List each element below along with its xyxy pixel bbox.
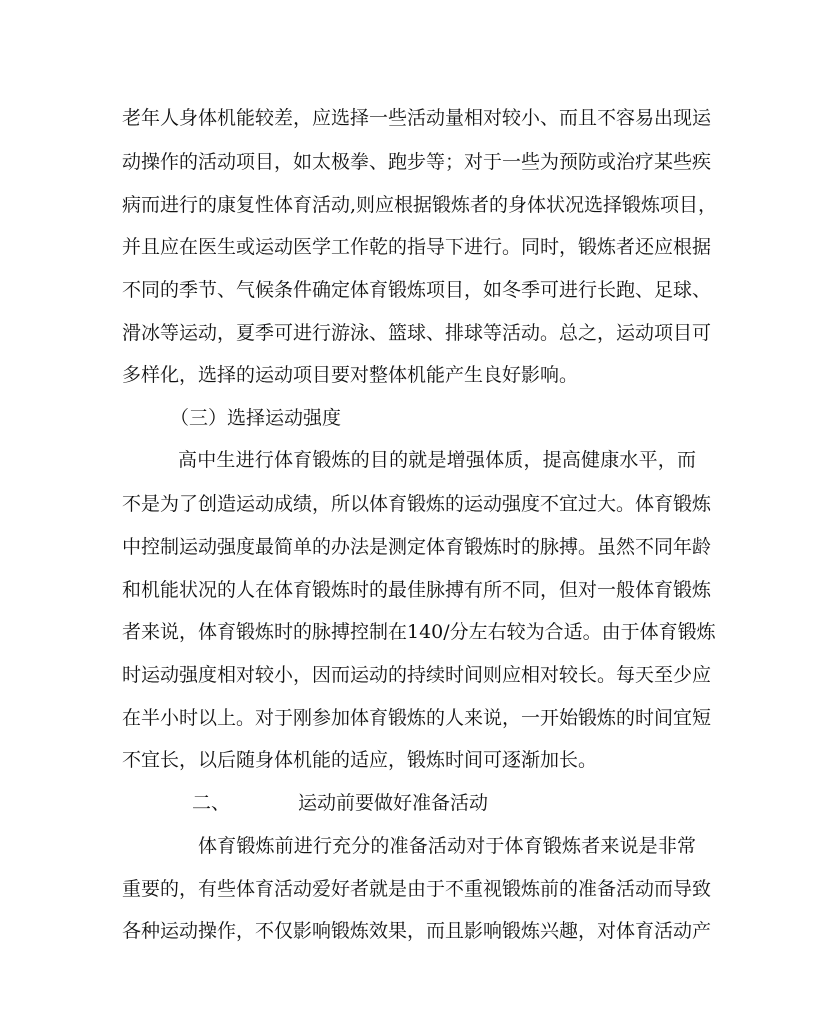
paragraph-line-12: 和机能状况的人在体育锻炼时的最佳脉搏有所不同，但对一般体育锻炼 — [122, 579, 712, 601]
heading-title: 运动前要做好准备活动 — [298, 792, 489, 814]
paragraph-line-7: 多样化，选择的运动项目要对整体机能产生良好影响。 — [122, 364, 579, 386]
paragraph-line-14: 时运动强度相对较小，因而运动的持续时间则应相对较长。每天至少应 — [122, 664, 712, 686]
section-heading: （三）选择运动强度 — [170, 407, 342, 429]
paragraph-line-11: 中控制运动强度最简单的办法是测定体育锻炼时的脉搏。虽然不同年龄 — [122, 536, 712, 558]
paragraph-line-16: 不宜长，以后随身体机能的适应，锻炼时间可逐渐加长。 — [122, 749, 598, 771]
paragraph-line-18: 重要的，有些体育活动爱好者就是由于不重视锻炼前的准备活动而导致 — [122, 878, 712, 900]
paragraph-line-2: 动操作的活动项目，如太极拳、跑步等；对于一些为预防或治疗某些疾 — [122, 151, 712, 173]
paragraph-line-13: 者来说，体育锻炼时的脉搏控制在140/分左右较为合适。由于体育锻炼 — [122, 621, 716, 643]
paragraph-line-6: 滑冰等运动，夏季可进行游泳、篮球、排球等活动。总之，运动项目可 — [122, 322, 712, 344]
paragraph-line-15: 在半小时以上。对于刚参加体育锻炼的人来说，一开始锻炼的时间宜短 — [122, 707, 712, 729]
paragraph-line-9: 高中生进行体育锻炼的目的就是增强体质，提高健康水平，而 — [178, 449, 696, 471]
paragraph-line-19: 各种运动操作，不仅影响锻炼效果，而且影响锻炼兴趣，对体育活动产 — [122, 920, 712, 942]
paragraph-line-4: 并且应在医生或运动医学工作乾的指导下进行。同时，锻炼者还应根据 — [122, 236, 712, 258]
paragraph-line-1: 老年人身体机能较差，应选择一些活动量相对较小、而且不容易出现运 — [122, 107, 712, 129]
paragraph-line-17: 体育锻炼前进行充分的准备活动对于体育锻炼者来说是非常 — [198, 835, 696, 857]
paragraph-line-5: 不同的季节、气候条件确定体育锻炼项目，如冬季可进行长跑、足球、 — [122, 279, 712, 301]
heading-number: 二、 — [192, 792, 231, 814]
paragraph-line-3: 病而进行的康复性体育活动,则应根据锻炼者的身体状况选择锻炼项目， — [122, 194, 718, 216]
paragraph-line-10: 不是为了创造运动成绩，所以体育锻炼的运动强度不宜过大。体育锻炼 — [122, 493, 712, 515]
